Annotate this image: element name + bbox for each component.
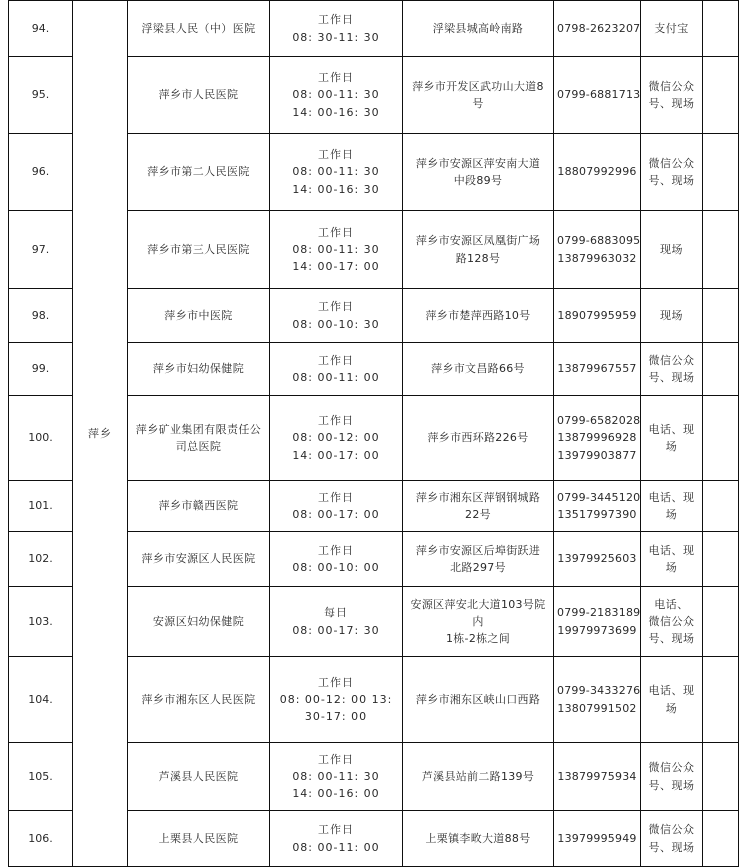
cell-blank: [703, 57, 739, 134]
cell-tel: [554, 57, 641, 134]
cell-name: [128, 1, 270, 57]
cell-way-line: 场: [665, 561, 678, 574]
cell-address: [403, 587, 554, 657]
cell-tel-line: 13807991502: [557, 701, 637, 715]
cell-tel-line: 18807992996: [557, 165, 637, 179]
cell-tel-line: 13879967557: [557, 362, 637, 376]
cell-blank: [703, 134, 739, 211]
cell-tel-line: 13979903877: [557, 448, 637, 462]
cell-time: [270, 289, 403, 343]
cell-time-line: 每日: [324, 606, 348, 620]
cell-address: [403, 289, 554, 343]
cell-way: [641, 743, 703, 811]
cell-index: 95.: [9, 57, 73, 134]
cell-name-text: 萍乡市第二人民医院: [147, 165, 250, 179]
cell-way-line: 号、现场: [648, 97, 695, 110]
registry-table: [8, 0, 739, 867]
cell-tel-line: 0798-2623207: [557, 21, 641, 35]
cell-address-line: 上栗镇李畋大道88号: [425, 831, 531, 845]
cell-way: [641, 289, 703, 343]
cell-tel-line: 13879975934: [557, 769, 637, 783]
cell-way: [641, 811, 703, 867]
cell-name-text: 萍乡矿业集团有限责任公司总医院: [135, 422, 262, 453]
cell-time: [270, 481, 403, 532]
table-body: [9, 1, 739, 867]
cell-time: [270, 1, 403, 57]
cell-time-line: 14: 00-17: 00: [292, 260, 380, 274]
cell-index: 100.: [9, 396, 73, 481]
cell-time: [270, 396, 403, 481]
cell-time: [270, 811, 403, 867]
cell-time-line: 工作日: [318, 752, 354, 766]
cell-address: [403, 743, 554, 811]
cell-way-line: 号、现场: [648, 174, 695, 187]
cell-name-text: 萍乡市妇幼保健院: [152, 362, 245, 376]
cell-tel: [554, 657, 641, 743]
cell-blank: [703, 343, 739, 396]
cell-time-line: 工作日: [318, 148, 354, 162]
cell-way-line: 支付宝: [654, 21, 689, 35]
cell-blank: [703, 743, 739, 811]
cell-tel-line: 0799-3433276: [557, 684, 641, 698]
cell-blank: [703, 1, 739, 57]
cell-time-line: 08: 00-10: 00: [292, 561, 380, 574]
cell-blank: [703, 211, 739, 289]
cell-address-line: 号: [472, 97, 484, 110]
cell-name: [128, 396, 270, 481]
cell-time-line: 08: 00-11: 30: [292, 88, 380, 102]
cell-way: [641, 343, 703, 396]
cell-tel-line: 0799-6881713: [557, 88, 641, 102]
cell-time: [270, 343, 403, 396]
cell-tel: [554, 289, 641, 343]
cell-time-line: 工作日: [318, 71, 354, 85]
cell-address-line: 萍乡市文昌路66号: [431, 362, 525, 376]
cell-address-line: 中段89号: [453, 174, 503, 187]
cell-index: 98.: [9, 289, 73, 343]
cell-index: 103.: [9, 587, 73, 657]
cell-address: [403, 134, 554, 211]
cell-name-text: 上栗县人民医院: [158, 831, 239, 845]
cell-way-line: 微信公众: [648, 614, 695, 628]
cell-address-line: 1栋-2栋之间: [445, 632, 511, 646]
cell-tel: [554, 532, 641, 587]
cell-tel: [554, 743, 641, 811]
cell-way-line: 号、现场: [648, 840, 695, 854]
cell-way-line: 现场: [660, 242, 683, 256]
cell-way-line: 微信公众: [648, 156, 695, 170]
cell-way-line: 电话、现: [648, 422, 695, 436]
cell-name-text: 安源区妇幼保健院: [152, 614, 245, 628]
cell-address: [403, 811, 554, 867]
cell-address-line: 萍乡市安源区后埠街跃进: [415, 543, 541, 557]
cell-tel-line: 19979973699: [557, 623, 637, 637]
cell-name-text: 萍乡市第三人民医院: [147, 242, 250, 256]
cell-time-line: 14: 00-16: 30: [292, 182, 380, 196]
cell-time: [270, 743, 403, 811]
cell-address-line: 萍乡市安源区凤凰街广场: [415, 234, 541, 248]
cell-time: [270, 211, 403, 289]
cell-time-line: 工作日: [318, 823, 354, 837]
cell-name: [128, 657, 270, 743]
cell-name-text: 萍乡市人民医院: [158, 88, 239, 102]
cell-index: 104.: [9, 657, 73, 743]
cell-address: [403, 57, 554, 134]
cell-tel-line: 0799-2183189: [557, 606, 641, 620]
cell-time: [270, 532, 403, 587]
cell-way-line: 电话、现: [648, 490, 695, 504]
cell-address-line: 萍乡市湘东区萍钢钢城路: [415, 490, 541, 504]
cell-index: 97.: [9, 211, 73, 289]
cell-address-line: 萍乡市开发区武功山大道8: [412, 79, 544, 93]
cell-index: 101.: [9, 481, 73, 532]
cell-address: [403, 343, 554, 396]
cell-way-line: 场: [665, 508, 678, 521]
cell-name: [128, 289, 270, 343]
table-row: [9, 1, 739, 57]
cell-name: [128, 811, 270, 867]
cell-region: 萍乡: [73, 1, 128, 867]
cell-way-line: 场: [665, 440, 678, 453]
cell-blank: [703, 587, 739, 657]
cell-name: [128, 587, 270, 657]
cell-way: [641, 657, 703, 743]
cell-time-line: 08: 00-11: 00: [292, 371, 380, 384]
cell-blank: [703, 481, 739, 532]
cell-way-line: 号、现场: [648, 632, 695, 646]
cell-name-text: 芦溪县人民医院: [158, 769, 239, 783]
cell-name: [128, 743, 270, 811]
cell-way-line: 微信公众: [648, 761, 695, 775]
cell-name: [128, 211, 270, 289]
cell-tel-line: 0799-6883095: [557, 234, 641, 248]
cell-time-line: 工作日: [318, 543, 354, 557]
cell-address-line: 安源区萍安北大道103号院: [410, 597, 546, 611]
cell-address: [403, 481, 554, 532]
cell-way-line: 号、现场: [648, 778, 695, 792]
cell-way: [641, 211, 703, 289]
cell-tel-line: 13979925603: [557, 552, 637, 566]
cell-name-text: 萍乡市安源区人民医院: [141, 552, 256, 566]
cell-time-line: 14: 00-17: 00: [292, 448, 380, 462]
cell-blank: [703, 532, 739, 587]
cell-time-line: 08: 00-17: 30: [292, 623, 380, 637]
cell-name-text: 萍乡市湘东区人民医院: [141, 692, 256, 706]
cell-address-line: 浮梁县城高岭南路: [432, 21, 524, 35]
cell-address-line: 萍乡市安源区萍安南大道: [415, 156, 541, 170]
cell-time-line: 工作日: [318, 300, 354, 314]
cell-tel: [554, 587, 641, 657]
cell-address: [403, 657, 554, 743]
cell-tel: [554, 343, 641, 396]
cell-time-line: 14: 00-16: 00: [292, 787, 380, 801]
cell-time-line: 08: 00-11: 30: [292, 165, 380, 179]
cell-tel-line: 13979995949: [557, 831, 637, 845]
cell-way-line: 微信公众: [648, 79, 695, 93]
cell-time: [270, 587, 403, 657]
cell-time-line: 14: 00-16: 30: [292, 105, 380, 119]
cell-address: [403, 396, 554, 481]
cell-time: [270, 657, 403, 743]
cell-address-line: 北路297号: [450, 561, 506, 574]
cell-time-line: 08: 00-11: 30: [292, 769, 380, 783]
cell-address-line: 芦溪县站前二路139号: [421, 769, 535, 783]
cell-address-line: 萍乡市湘东区峡山口西路: [415, 692, 541, 706]
cell-tel-line: 18907995959: [557, 308, 637, 322]
cell-address-line: 萍乡市楚萍西路10号: [425, 308, 531, 322]
cell-name: [128, 532, 270, 587]
cell-time-line: 工作日: [318, 414, 354, 428]
cell-time-line: 08: 30-11: 30: [292, 30, 380, 44]
cell-name: [128, 343, 270, 396]
cell-name-text: 浮梁县人民（中）医院: [141, 21, 256, 35]
cell-time: [270, 134, 403, 211]
cell-index: 106.: [9, 811, 73, 867]
cell-tel: [554, 1, 641, 57]
cell-time-line: 工作日: [318, 13, 354, 27]
cell-name: [128, 481, 270, 532]
cell-index: 99.: [9, 343, 73, 396]
cell-name-text: 萍乡市赣西医院: [158, 499, 239, 513]
cell-way-line: 电话、现: [648, 543, 695, 557]
cell-way: [641, 587, 703, 657]
cell-tel-line: 0799-3445120: [557, 490, 641, 504]
cell-way: [641, 396, 703, 481]
cell-way: [641, 134, 703, 211]
cell-time-line: 08: 00-12: 00: [292, 431, 380, 445]
cell-index: 94.: [9, 1, 73, 57]
cell-name: [128, 134, 270, 211]
cell-index: 102.: [9, 532, 73, 587]
cell-way: [641, 481, 703, 532]
cell-time-line: 08: 00-11: 00: [292, 840, 380, 854]
cell-tel: [554, 396, 641, 481]
cell-way-line: 微信公众: [648, 353, 695, 367]
cell-name-text: 萍乡市中医院: [164, 308, 233, 322]
cell-way: [641, 532, 703, 587]
cell-tel: [554, 211, 641, 289]
cell-way-line: 电话、: [654, 597, 689, 611]
cell-time-line: 工作日: [318, 225, 354, 239]
cell-address: [403, 211, 554, 289]
cell-index: 96.: [9, 134, 73, 211]
cell-time-line: 工作日: [318, 353, 354, 367]
cell-way-line: 场: [665, 701, 678, 715]
cell-time-line: 08: 00-17: 00: [292, 508, 380, 521]
cell-address: [403, 1, 554, 57]
cell-time-line: 工作日: [318, 675, 354, 689]
cell-tel: [554, 811, 641, 867]
cell-index: 105.: [9, 743, 73, 811]
cell-way-line: 号、现场: [648, 371, 695, 384]
cell-blank: [703, 657, 739, 743]
cell-blank: [703, 289, 739, 343]
cell-way-line: 现场: [660, 308, 683, 322]
cell-name: [128, 57, 270, 134]
cell-way-line: 微信公众: [648, 823, 695, 837]
cell-tel-line: 0799-6582028: [557, 414, 641, 428]
cell-way: [641, 1, 703, 57]
cell-tel-line: 13517997390: [557, 508, 637, 521]
cell-way: [641, 57, 703, 134]
cell-tel-line: 13879996928: [557, 431, 637, 445]
cell-tel: [554, 481, 641, 532]
cell-address-line: 22号: [465, 508, 491, 521]
cell-way-line: 电话、现: [648, 684, 695, 698]
cell-address-line: 路128号: [455, 251, 501, 265]
cell-address-line: 萍乡市西环路226号: [427, 431, 529, 445]
cell-tel: [554, 134, 641, 211]
cell-time-line: 工作日: [318, 490, 354, 504]
cell-tel-line: 13879963032: [557, 251, 637, 265]
cell-time-line: 08: 00-11: 30: [292, 242, 380, 256]
cell-time-line: 30-17: 00: [304, 710, 368, 724]
cell-time-line: 08: 00-10: 30: [292, 317, 380, 331]
cell-time-line: 08: 00-12: 00 13:: [279, 692, 393, 706]
cell-blank: [703, 396, 739, 481]
cell-address-line: 内: [472, 614, 484, 628]
cell-address: [403, 532, 554, 587]
cell-blank: [703, 811, 739, 867]
cell-time: [270, 57, 403, 134]
